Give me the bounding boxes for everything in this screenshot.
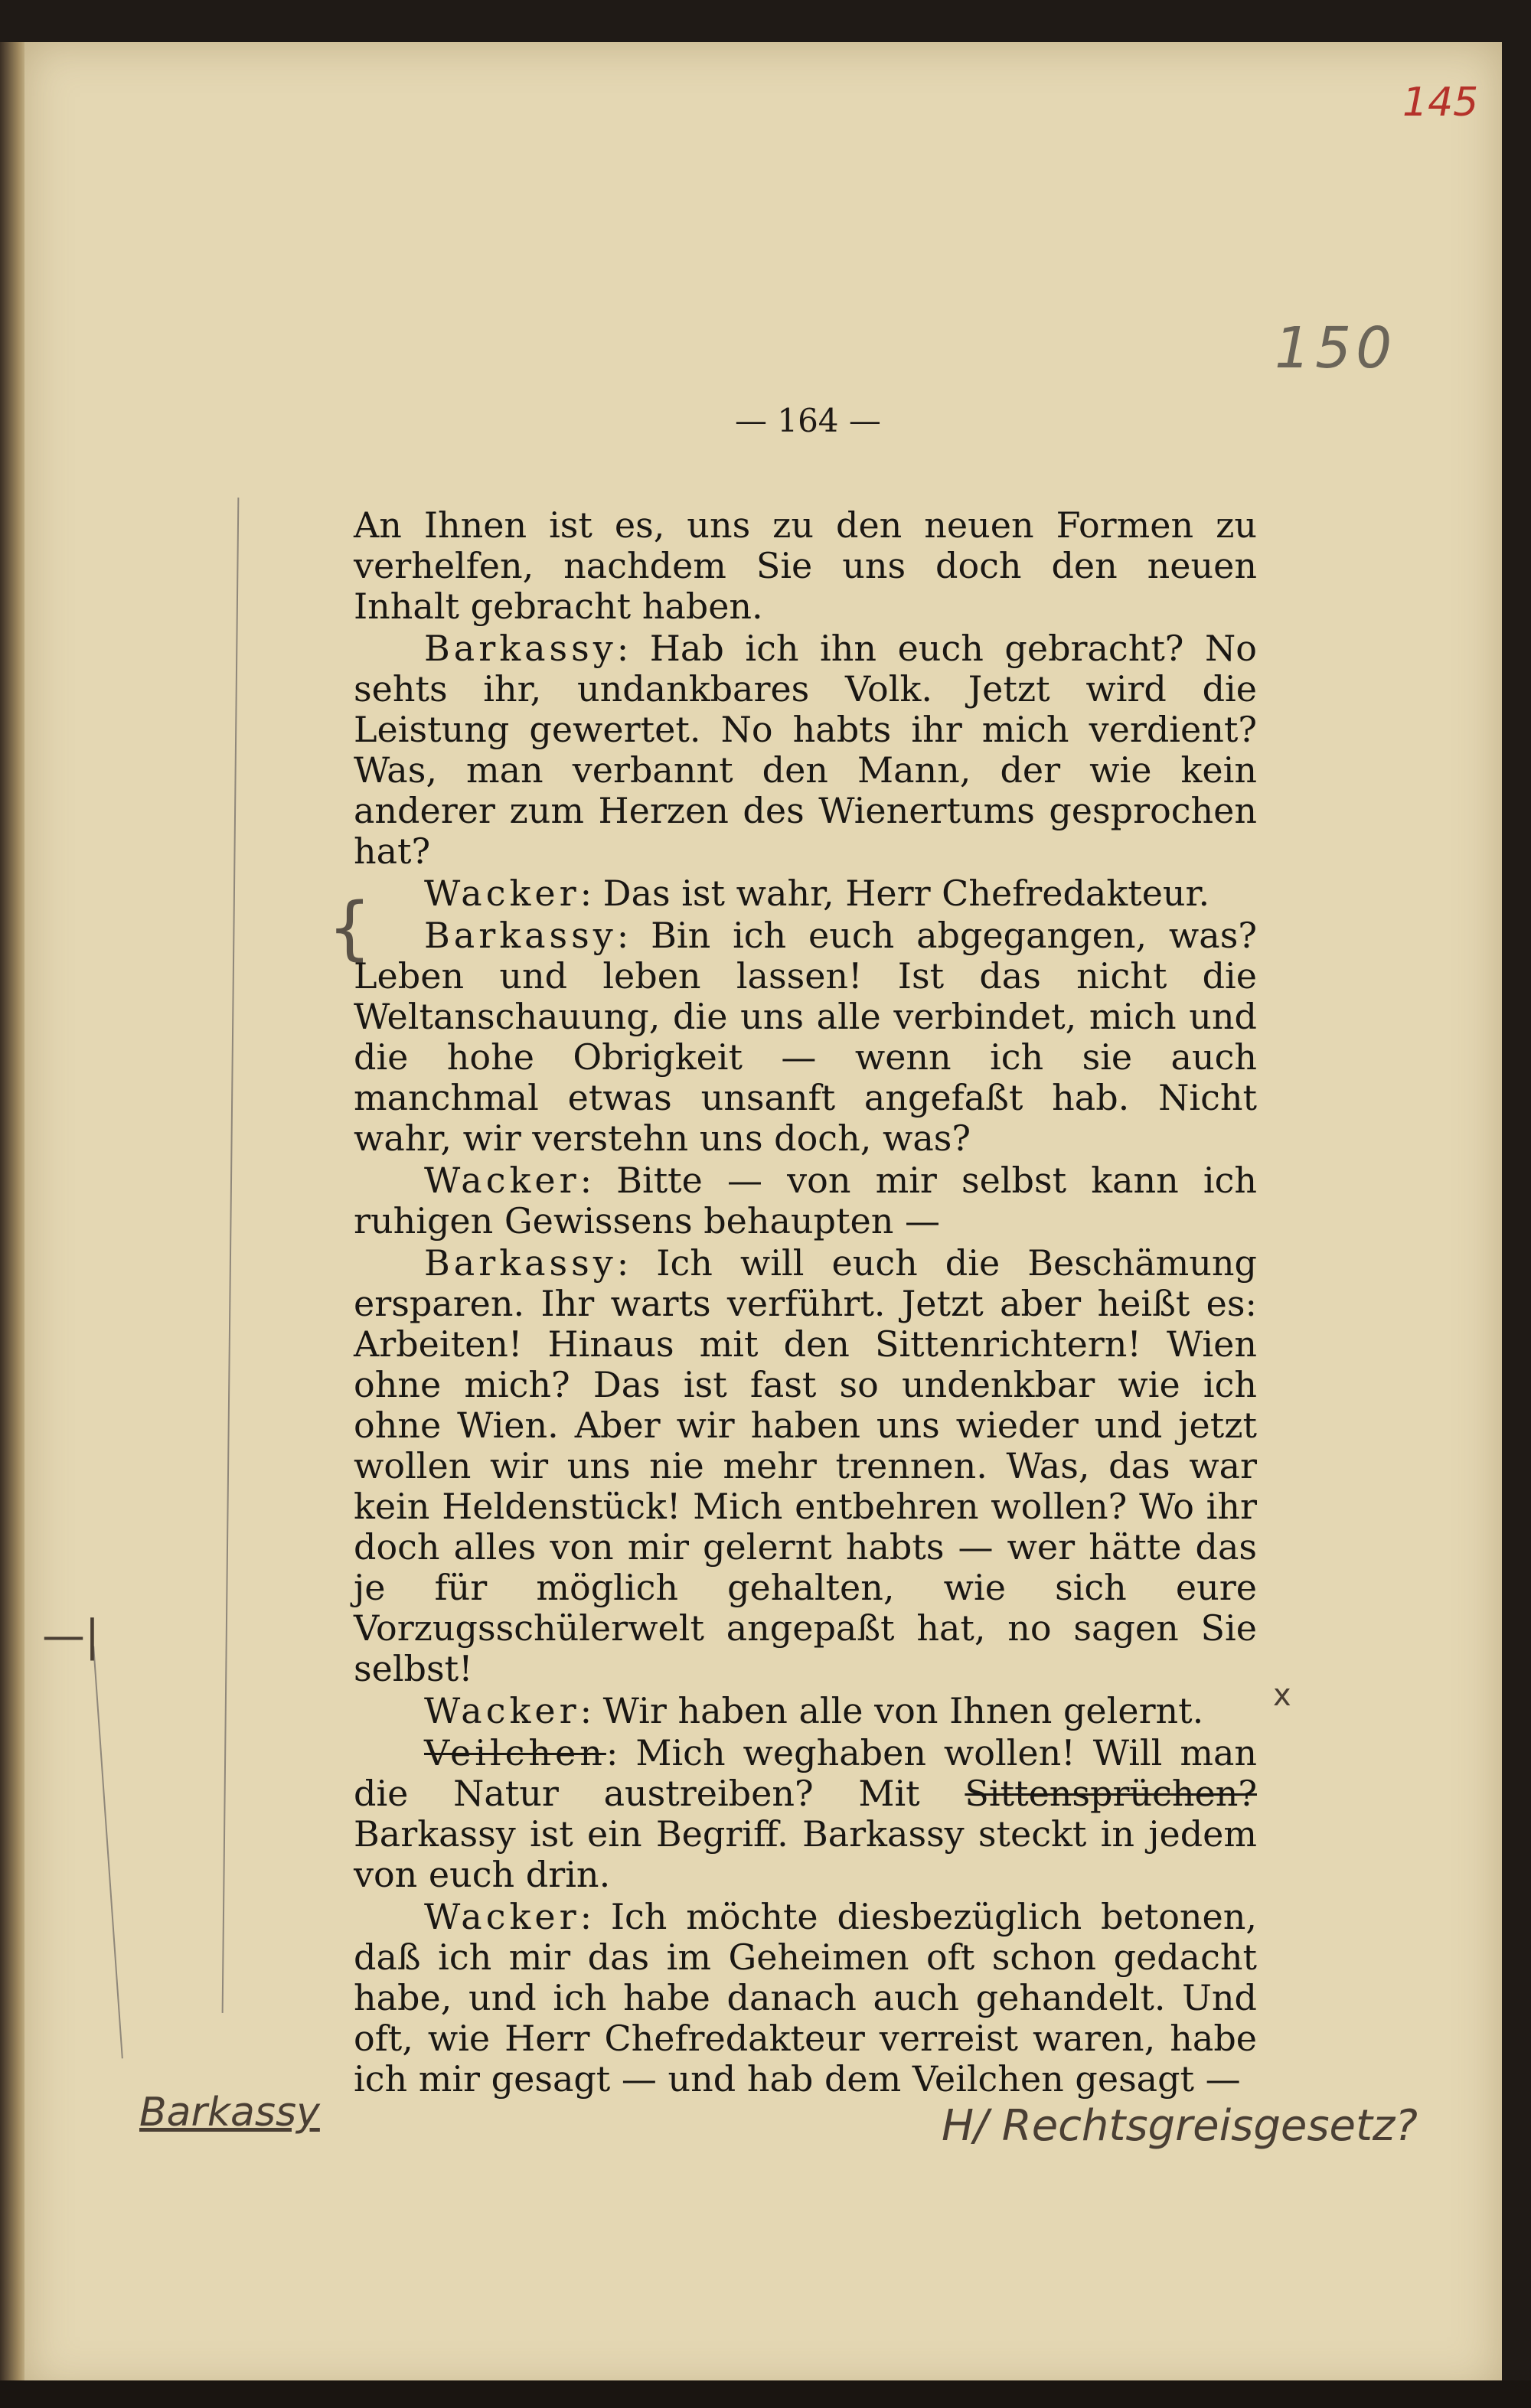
margin-x-mark: x bbox=[1273, 1678, 1291, 1713]
speaker-name: Wacker bbox=[424, 1160, 580, 1201]
struck-speaker-name: Veilchen bbox=[424, 1732, 606, 1773]
body-text bbox=[354, 505, 1257, 2101]
speaker-name: Wacker bbox=[424, 1690, 580, 1731]
red-folio-number: 145 bbox=[1402, 80, 1479, 126]
page-bottom-edge bbox=[0, 2380, 1531, 2408]
paragraph: Wacker: Bitte — von mir selbst kann ich ruhigen Gewissens behaupten — bbox=[354, 1160, 1257, 1242]
handwritten-note-right: H/ Rechtsgreisgesetz? bbox=[942, 2101, 1418, 2151]
paragraph: Wacker: Wir haben alle von Ihnen gelernt. bbox=[424, 1690, 1204, 1731]
margin-dash-mark: —| bbox=[42, 1611, 100, 1661]
page-number: — 164 — bbox=[735, 402, 881, 439]
paragraph: Barkassy: Hab ich ihn euch gebracht? No sehts ihr, undankbares Volk. Jetzt wird die Leistung gewertet. No habts ihr mich verdient? Was, man verbannt den Mann, der wie kein anderer zum Herzen des Wienertums gesprochen hat? bbox=[354, 628, 1257, 872]
speaker-name: Wacker bbox=[424, 1896, 580, 1937]
paragraph: Barkassy: Ich will euch die Beschämung ersparen. Ihr warts verführt. Jetzt aber heißt es: Arbeiten! Hinaus mit den Sittenrichtern! Wien ohne mich? Das ist fast so undenkbar wie ich ohne Wien. Aber wir haben uns wieder und jetzt wollen wir uns nie mehr trennen. Was, das war kein Heldenstück! Mich entbehren wollen? Wo ihr doch alles von mir gelernt habts — wer hätte das je für möglich gehalten, wie sich eure Vorzugsschülerwelt angepaßt hat, no sagen Sie selbst! bbox=[354, 1242, 1257, 1689]
paragraph: Wacker: Das ist wahr, Herr Chefredakteur. bbox=[424, 873, 1210, 914]
speaker-name: Barkassy bbox=[424, 915, 617, 956]
speaker-name: Wacker bbox=[424, 873, 580, 914]
paragraph: An Ihnen ist es, uns zu den neuen Formen zu verhelfen, nachdem Sie uns doch den neuen Inhalt gebracht haben. bbox=[354, 504, 1257, 627]
speaker-name: Barkassy bbox=[424, 1242, 617, 1284]
paragraph: Veilchen: Mich weghaben wollen! Will man die Natur austreiben? Mit Sittensprüchen? Barkassy ist ein Begriff. Barkassy steckt in jedem von euch drin. bbox=[354, 1732, 1257, 1895]
margin-brace-mark: { bbox=[328, 888, 372, 968]
handwritten-note-left: Barkassy bbox=[139, 2090, 320, 2136]
paragraph: Barkassy: Bin ich euch abgegangen, was? Leben und leben lassen! Ist das nicht die Weltanschauung, die uns alle verbindet, mich und die hohe Obrigkeit — wenn ich sie auch manchmal etwas unsanft angefaßt hab. Nicht wahr, wir verstehn uns doch, was? bbox=[354, 915, 1257, 1159]
paragraph: Wacker: Ich möchte diesbezüglich betonen, daß ich mir das im Geheimen oft schon gedacht habe, und ich habe danach auch gehandelt. Und oft, wie Herr Chefredakteur verreist waren, habe ich mir gesagt — und hab dem Veilchen gesagt — bbox=[354, 1896, 1257, 2100]
struck-word: Sittensprüchen? bbox=[965, 1773, 1257, 1814]
pencil-folio-number: 150 bbox=[1275, 315, 1397, 381]
speaker-name: Barkassy bbox=[424, 628, 617, 669]
